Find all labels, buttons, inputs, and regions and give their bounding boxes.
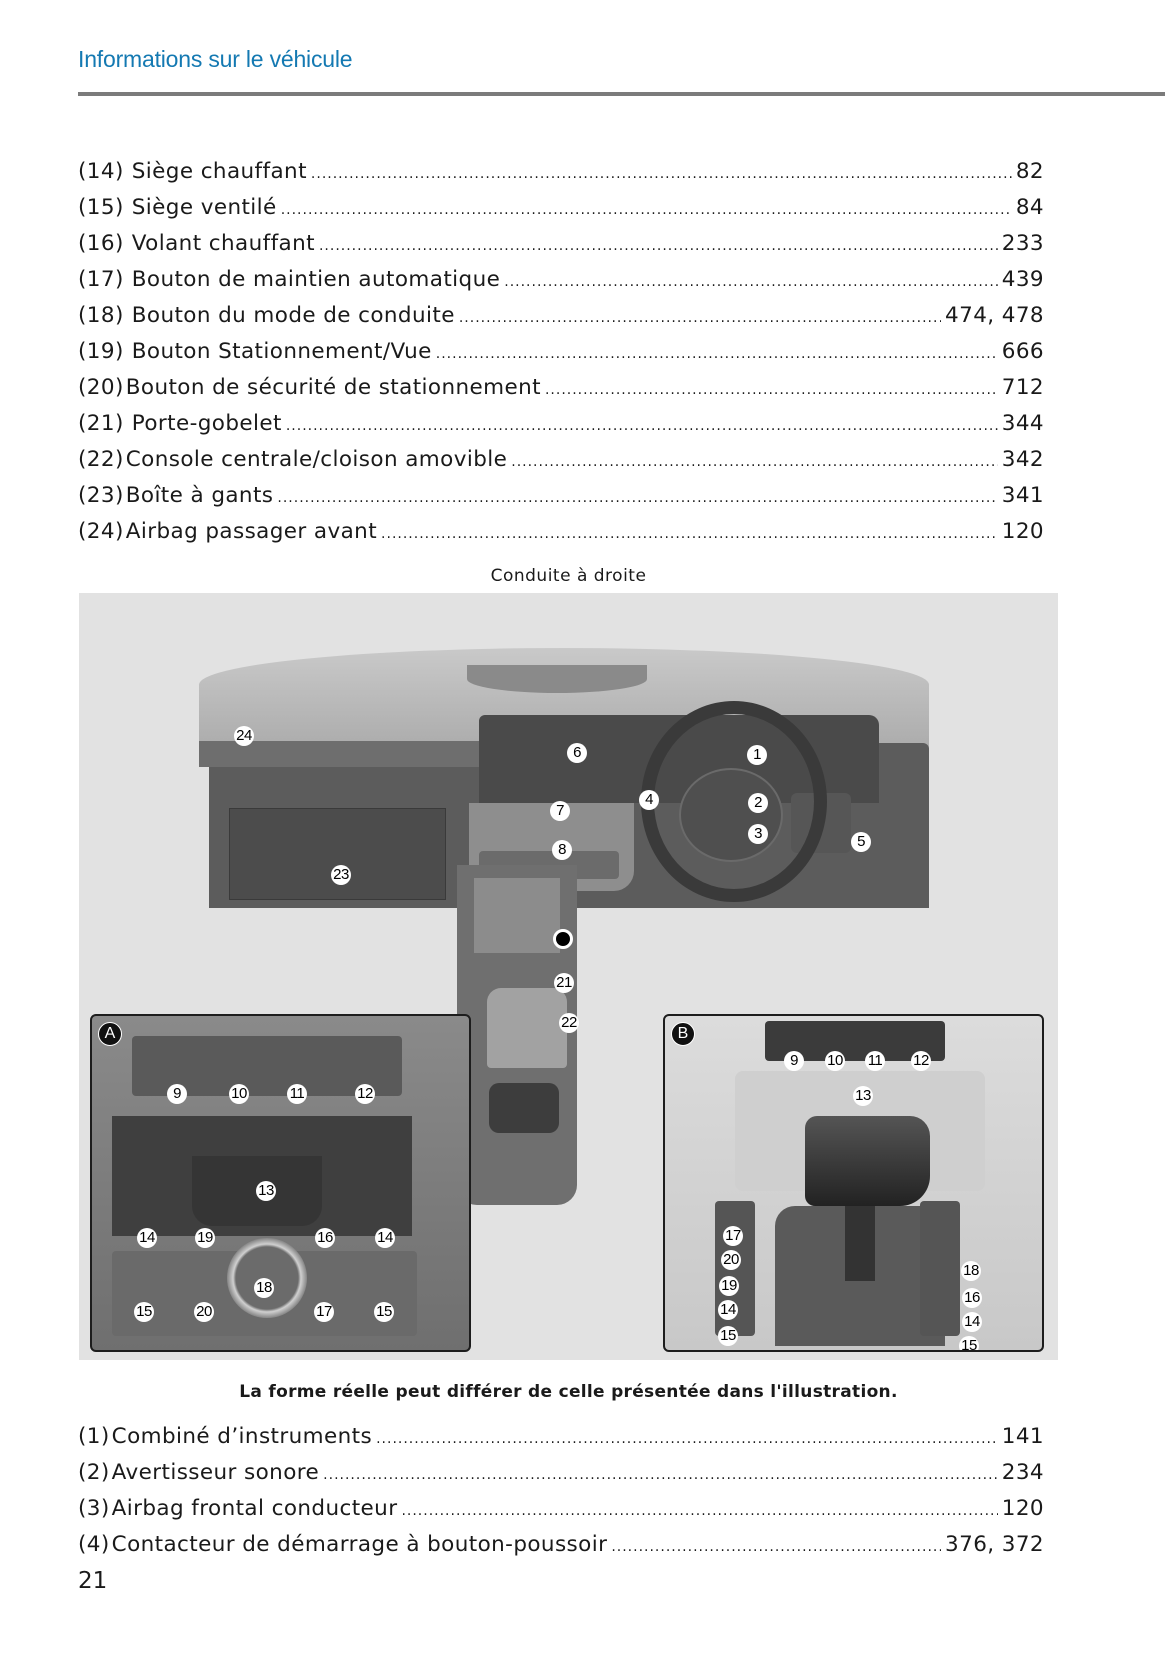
toc-entry [78, 262, 1044, 298]
toc-entry [78, 478, 1044, 514]
entry-page[interactable]: 84 [1015, 195, 1044, 220]
entry-page[interactable]: 474, 478 [945, 303, 1044, 328]
callout-number: 7 [550, 801, 570, 821]
toc-list-top [78, 154, 1044, 550]
dot-leader [401, 1493, 997, 1529]
inset-b-badge: B [671, 1022, 695, 1046]
toc-entry [78, 1419, 1044, 1455]
entry-number: (16) [78, 231, 124, 256]
callout-number: 19 [719, 1276, 739, 1296]
figure-caption: Conduite à droite [490, 566, 647, 586]
callout-number: 18 [961, 1261, 981, 1281]
dot-leader [459, 300, 941, 336]
callout-number: 8 [552, 840, 572, 860]
entry-page[interactable]: 141 [1001, 1424, 1044, 1449]
entry-page[interactable]: 341 [1001, 483, 1044, 508]
toc-entry [78, 1527, 1044, 1563]
callout-number: 9 [784, 1051, 804, 1071]
entry-page[interactable]: 82 [1015, 159, 1044, 184]
callout-number: 13 [256, 1181, 276, 1201]
entry-label: Contacteur de démarrage à bouton-poussoir [111, 1532, 608, 1557]
entry-label: Siège chauffant [131, 159, 307, 184]
entry-number: (18) [78, 303, 124, 328]
entry-page[interactable]: 344 [1001, 411, 1044, 436]
callout-number: 9 [167, 1084, 187, 1104]
entry-label: Bouton Stationnement/Vue [131, 339, 432, 364]
dot-leader [319, 228, 998, 264]
shifter-stem [845, 1201, 875, 1281]
toc-list-bottom [78, 1419, 1044, 1563]
entry-label: Bouton de maintien automatique [131, 267, 501, 292]
toc-entry [78, 442, 1044, 478]
dot-leader [311, 156, 1012, 192]
entry-number: (17) [78, 267, 124, 292]
defroster-vent [467, 665, 647, 693]
inset-b [663, 1014, 1044, 1352]
callout-number: 18 [254, 1278, 274, 1298]
callout-number: 16 [962, 1288, 982, 1308]
entry-page[interactable]: 233 [1001, 231, 1044, 256]
entry-page[interactable]: 439 [1001, 267, 1044, 292]
dot-leader [504, 264, 998, 300]
callout-number: 16 [315, 1228, 335, 1248]
callout-number: 20 [721, 1250, 741, 1270]
callout-number: 15 [959, 1336, 979, 1352]
entry-page[interactable]: 666 [1001, 339, 1044, 364]
right-button-column [920, 1201, 960, 1336]
header-divider [78, 92, 1165, 96]
dot-leader [323, 1457, 998, 1493]
dot-leader [545, 372, 998, 408]
dot-leader [376, 1421, 998, 1457]
dot-leader [277, 480, 997, 516]
toc-entry [78, 226, 1044, 262]
entry-number: (1) [78, 1424, 110, 1449]
callout-number: 17 [723, 1226, 743, 1246]
callout-number: 14 [375, 1228, 395, 1248]
callout-number: 15 [134, 1302, 154, 1322]
toc-entry [78, 298, 1044, 334]
toc-entry [78, 334, 1044, 370]
dot-leader [511, 444, 998, 480]
callout-number: 10 [825, 1051, 845, 1071]
callout-number: 14 [718, 1300, 738, 1320]
entry-number: (20) [78, 375, 124, 400]
entry-number: (3) [78, 1496, 110, 1521]
entry-label: Bouton du mode de conduite [131, 303, 455, 328]
toc-entry [78, 370, 1044, 406]
callout-number: 22 [559, 1013, 579, 1033]
entry-label: Airbag passager avant [125, 519, 378, 544]
dashboard-illustration [79, 593, 1058, 1360]
rear-vent [489, 1083, 559, 1133]
callout-number: 1 [747, 745, 767, 765]
callout-number: 24 [234, 726, 254, 746]
toc-entry [78, 1491, 1044, 1527]
toc-entry [78, 154, 1044, 190]
entry-number: (14) [78, 159, 124, 184]
entry-number: (24) [78, 519, 124, 544]
inset-a-badge: A [98, 1022, 122, 1046]
console-tray [474, 878, 560, 953]
entry-number: (4) [78, 1532, 110, 1557]
entry-label: Airbag frontal conducteur [111, 1496, 398, 1521]
callout-number: 19 [195, 1228, 215, 1248]
callout-number: 11 [865, 1051, 885, 1071]
callout-number: 12 [911, 1051, 931, 1071]
ring-marker [553, 929, 573, 949]
entry-page[interactable]: 234 [1001, 1460, 1044, 1485]
entry-label: Boîte à gants [125, 483, 274, 508]
toc-entry [78, 514, 1044, 550]
callout-number: 23 [331, 865, 351, 885]
callout-number: 6 [567, 743, 587, 763]
callout-number: 14 [962, 1312, 982, 1332]
entry-page[interactable]: 342 [1001, 447, 1044, 472]
callout-number: 13 [853, 1086, 873, 1106]
callout-number: 3 [748, 824, 768, 844]
section-title: Informations sur le véhicule [78, 46, 353, 72]
callout-number: 10 [229, 1084, 249, 1104]
callout-number: 21 [554, 973, 574, 993]
callout-number: 15 [718, 1326, 738, 1346]
entry-number: (19) [78, 339, 124, 364]
entry-label: Volant chauffant [131, 231, 315, 256]
inset-a [90, 1014, 471, 1352]
entry-label: Console centrale/cloison amovible [125, 447, 508, 472]
dot-leader [286, 408, 998, 444]
toc-entry [78, 190, 1044, 226]
callout-number: 17 [314, 1302, 334, 1322]
callout-number: 5 [851, 832, 871, 852]
callout-number: 12 [355, 1084, 375, 1104]
entry-number: (21) [78, 411, 124, 436]
steering-wheel-hub [679, 768, 783, 862]
entry-page[interactable]: 376, 372 [945, 1532, 1044, 1557]
entry-label: Siège ventilé [131, 195, 277, 220]
callout-number: 14 [137, 1228, 157, 1248]
dot-leader [281, 192, 1012, 228]
dot-leader [611, 1529, 941, 1565]
gear-lever [805, 1116, 930, 1206]
illustration-note: La forme réelle peut différer de celle présentée dans l'illustration. [239, 1382, 898, 1402]
callout-number: 11 [287, 1084, 307, 1104]
entry-label: Combiné d’instruments [111, 1424, 373, 1449]
entry-page[interactable]: 120 [1001, 1496, 1044, 1521]
toc-entry [78, 406, 1044, 442]
toc-entry [78, 1455, 1044, 1491]
callout-number: 15 [374, 1302, 394, 1322]
callout-number: 4 [639, 790, 659, 810]
entry-label: Porte-gobelet [131, 411, 282, 436]
entry-number: (22) [78, 447, 124, 472]
entry-label: Avertisseur sonore [111, 1460, 320, 1485]
dot-leader [436, 336, 998, 372]
entry-page[interactable]: 712 [1001, 375, 1044, 400]
glove-box [229, 808, 446, 900]
armrest [487, 988, 567, 1068]
entry-number: (15) [78, 195, 124, 220]
callout-number: 20 [194, 1302, 214, 1322]
entry-number: (2) [78, 1460, 110, 1485]
dot-leader [381, 516, 998, 552]
page-number: 21 [78, 1568, 108, 1594]
entry-page[interactable]: 120 [1001, 519, 1044, 544]
callout-number: 2 [748, 793, 768, 813]
entry-number: (23) [78, 483, 124, 508]
entry-label: Bouton de sécurité de stationnement [125, 375, 541, 400]
